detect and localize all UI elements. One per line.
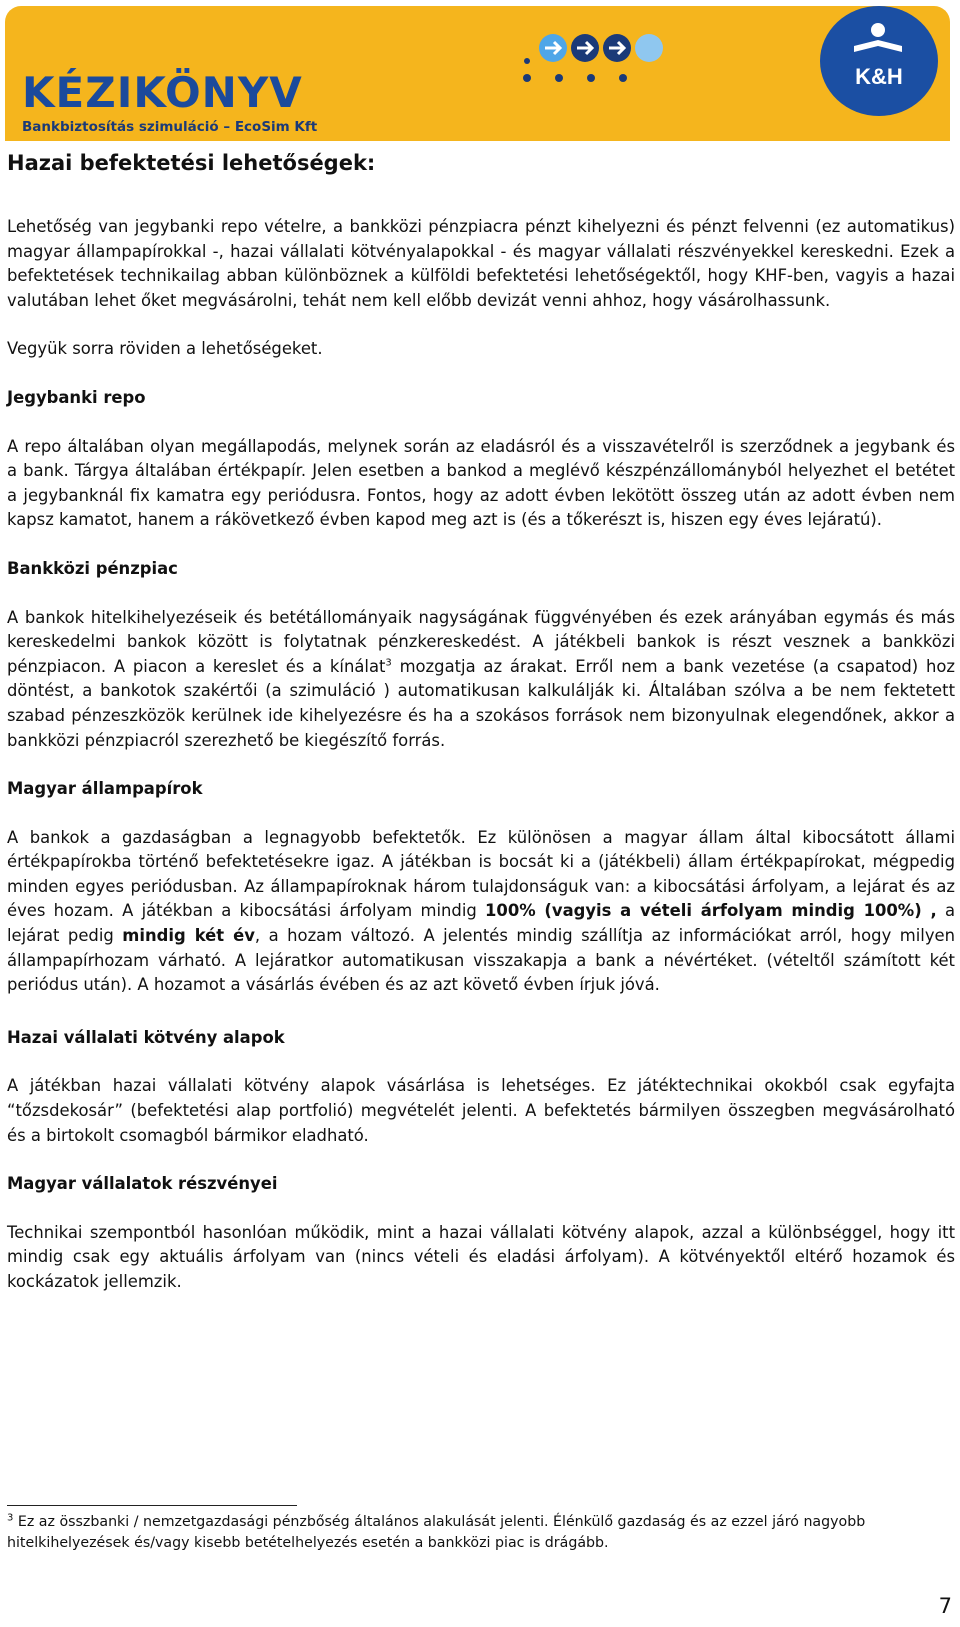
section-text-money-market: A bankok hitelkihelyezéseik és betétállományaik nagyságának függvényében és ezek arányában egymás és más kereskedelmi bankok között is folytatnak pénzkereskedést. A játékbeli bankok is részt vesznek a bankközi pénzpiacon. A piacon a kereslet és a kínálat$^3$ mozgatja az árakat. Erről nem a bank vezetése (a csapatod) hoz döntést, a bankotok szakértői (a szimuláció ) automatikusan kalkulálják ki. Általában szólva a be nem fektetett szabad pénzeszközök kerülnek ide kihelyezésre és ha a szokásos források nem bizonyulnak elegendőnek, akkor a bankközi pénzpiacról szerezhető be kiegészítő forrás. bbox=[7, 607, 955, 750]
section-heading-gov-bonds: Magyar állampapírok bbox=[7, 779, 203, 799]
lead-paragraph: Vegyük sorra röviden a lehetőségeket. bbox=[7, 339, 323, 359]
section-heading-stocks: Magyar vállalatok részvényei bbox=[7, 1174, 278, 1194]
manual-subtitle: Bankbiztosítás szimuláció – EcoSim Kft bbox=[22, 119, 318, 135]
section-text-stocks: Technikai szempontból hasonlóan működik, mint a hazai vállalati kötvény alapok, azzal a különbséggel, hogy itt mindig csak egy aktuális árfolyam van (nincs vételi és eladási árfolyam). A kötvényektől eltérő hozamok és kockázatok jellemzik. bbox=[7, 1222, 955, 1291]
footnote-reference: 3 bbox=[385, 657, 392, 669]
page-title: Hazai befektetési lehetőségek: bbox=[7, 151, 376, 175]
section-heading-repo: Jegybanki repo bbox=[7, 387, 146, 407]
section-heading-bond-funds: Hazai vállalati kötvény alapok bbox=[7, 1027, 285, 1047]
logo-text: K&H bbox=[855, 64, 903, 89]
footnote-divider bbox=[7, 1505, 297, 1506]
kh-logo bbox=[820, 6, 938, 116]
section-heading-money-market: Bankközi pénzpiac bbox=[7, 558, 178, 578]
section-text-bond-funds: A játékban hazai vállalati kötvény alapok vásárlása is lehetséges. Ez játéktechnikai okokból csak egyfajta “tőzsdekosár” (befektetési alap portfolió) megvételét jelenti. A befektetés bármilyen összegben megvásárolható és a birtokolt csomagból bármikor eladható. bbox=[7, 1076, 955, 1145]
section-text-gov-bonds: A bankok a gazdaságban a legnagyobb befektetők. Ez különösen a magyar állam által kibocsátott állami értékpapírokba történő befektetésekre igaz. A játékban is bocsát ki a (játékbeli) állam értékpapírokat, mégpedig minden egyes periódusban. Az állampapíroknak három tulajdonságuk van: a kibocsátási árfolyam, a lejárat és az éves hozam. A játékban a kibocsátási árfolyam mindig 100% (vagyis a vételi árfolyam mindig 100%) , a lejárat pedig mindig két év, a hozam változó. A jelentés mindig szállítja az információkat arról, hogy milyen állampapírhozam várható. A lejáratkor automatikusan visszakapja a bank a névértéket. (vételtől számított két periódus után). A hozamot a vásárlás évében és az azt követő évben írjuk jóvá. bbox=[7, 827, 956, 995]
header-banner bbox=[5, 6, 950, 141]
intro-paragraph: Lehetőség van jegybanki repo vételre, a bankközi pénzpiacra pénzt kihelyezni és pénzt felvenni (ez automatikus) magyar állampapírokkal -, hazai vállalati kötvényalapokkal - és magyar vállalati részvényekkel kereskedni. Ezek a befektetések technikailag abban különböznek a külföldi befektetési lehetőségektől, hogy KHF-ben, vagyis a hazai valutában lehet őket megvásárolni, tehát nem kell előbb devizát venni ahhoz, hogy vásárolhassunk. bbox=[7, 217, 955, 310]
footnote: $^3$ Ez az összbanki / nemzetgazdasági pénzbőség általános alakulását jelenti. Élénkülő gazdaság és az ezzel járó nagyobb hitelkihelyezések és/vagy kisebb betételhelyezés esetén a bankközi piac is drágább. bbox=[7, 1512, 866, 1551]
document-body bbox=[7, 148, 955, 1295]
manual-title: KÉZIKÖNYV bbox=[22, 68, 303, 117]
navigation-arrows-icon bbox=[523, 26, 703, 86]
page-number: 7 bbox=[938, 1594, 952, 1618]
section-text-repo: A repo általában olyan megállapodás, melynek során az eladásról és a visszavételről is szerződnek a jegybank és a bank. Tárgya általában értékpapír. Jelen esetben a bankod a meglévő készpénzállományból helyezhet el betétet a jegybanknál fix kamatra egy periódusra. Fontos, hogy az adott évben lekötött összeg után az adott évben nem kapsz kamatot, hanem a rákövetkező évben kapod meg azt is (és a tőkerészt is, hiszen egy éves lejáratú). bbox=[7, 436, 955, 530]
kh-logo-icon bbox=[850, 22, 906, 62]
